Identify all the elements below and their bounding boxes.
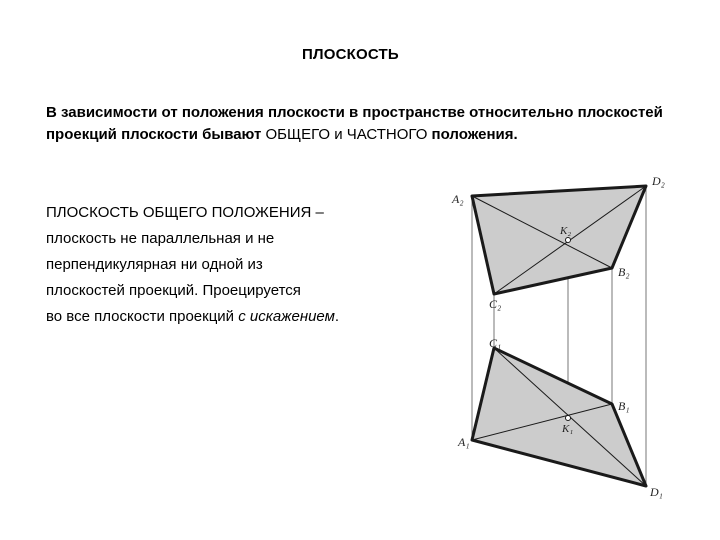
definition-line-5 [46, 304, 436, 330]
label-d2: D₂ [652, 174, 665, 188]
label-c2: C₂ [489, 297, 502, 311]
definition-line-1: ПЛОСКОСТЬ ОБЩЕГО ПОЛОЖЕНИЯ – [46, 204, 324, 221]
label-b1: B₁ [618, 399, 630, 413]
definition-italic-text: с искажением [238, 308, 335, 325]
label-c1: C₁ [489, 336, 502, 350]
point-k1 [566, 416, 571, 421]
definition-line-5-prefix: во все плоскости проекций [46, 308, 239, 325]
intro-bold-text: В зависимости от положения плоскости в пространстве относительно плоскостей проекций плоскости бывают [46, 104, 663, 143]
intro-end-text: положения. [431, 126, 518, 143]
definition-line-2: плоскость не параллельная и не [46, 230, 275, 247]
definition-line-4: плоскостей проекций. Проецируется [46, 282, 301, 299]
horizontal-projection-plane [472, 348, 646, 486]
plane-projection-figure [440, 168, 700, 508]
label-a2: A₂ [452, 192, 464, 206]
label-b2: B₂ [618, 265, 630, 279]
label-a1: A₁ [458, 435, 470, 449]
general-position-definition [46, 200, 436, 330]
point-k2 [566, 238, 571, 243]
definition-line-5-suffix: . [334, 308, 340, 325]
label-k1: K₁ [562, 423, 574, 435]
intro-types-text: ОБЩЕГО и ЧАСТНОГО [261, 126, 432, 143]
label-d1: D₁ [650, 485, 663, 499]
definition-line-3: перпендикулярная ни одной из [46, 256, 263, 273]
label-k2: K₂ [560, 225, 572, 237]
intro-paragraph [46, 102, 686, 146]
page-title: ПЛОСКОСТЬ [302, 46, 399, 63]
